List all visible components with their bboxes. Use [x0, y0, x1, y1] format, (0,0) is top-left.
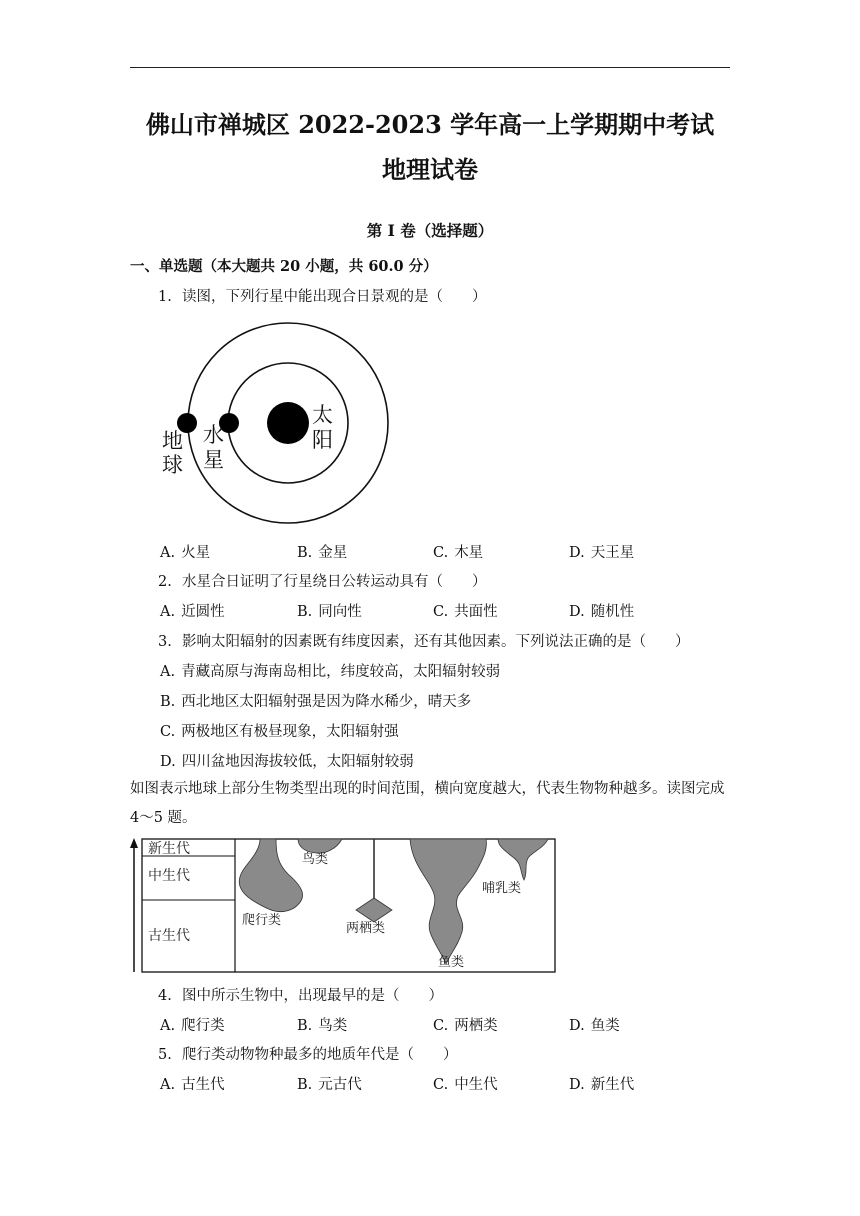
option-text: 爬行类: [181, 1018, 225, 1034]
option-text: 新生代: [590, 1077, 635, 1093]
option-text: 同向性: [318, 604, 362, 620]
option-label: D.: [569, 604, 585, 620]
mercury-label-2: 星: [203, 448, 224, 472]
option-2c[interactable]: [433, 600, 498, 621]
option-text: 鱼类: [590, 1018, 620, 1034]
question-2: [158, 570, 487, 591]
exam-subtitle: 地理试卷: [382, 155, 478, 184]
label-reptiles: 爬行类: [242, 913, 282, 928]
earth-label-1: 地: [162, 429, 183, 453]
option-label: D.: [160, 754, 176, 770]
option-label: C.: [433, 604, 449, 620]
exam-title: 佛山市禅城区 2022-2023 学年高一上学期期中考试: [145, 110, 715, 139]
option-label: A.: [160, 604, 176, 620]
label-fish: 鱼类: [438, 955, 465, 970]
question-number: 5.: [158, 1047, 172, 1063]
orbit-diagram: [150, 300, 470, 540]
label-birds: 鸟类: [302, 852, 329, 867]
option-text: 金星: [318, 545, 348, 561]
era-paleozoic: 古生代: [148, 928, 190, 944]
option-text: 两栖类: [454, 1018, 498, 1034]
section-title: 一、单选题（本大题共 20 小题，共 60.0 分）: [130, 258, 438, 275]
option-label: B.: [160, 694, 176, 710]
option-label: B.: [297, 545, 313, 561]
option-text: 天王星: [590, 545, 635, 561]
option-4d[interactable]: [569, 1014, 620, 1035]
option-label: C.: [160, 724, 176, 740]
option-label: B.: [297, 1018, 313, 1034]
sun-icon: [267, 402, 309, 444]
passage-text: 如图表示地球上部分生物类型出现的时间范围，横向宽度越大，代表生物物种越多。读图完成 4～5 题。: [130, 781, 725, 826]
option-text: 两极地区有极昼现象，太阳辐射强: [181, 724, 399, 740]
label-mammals: 哺乳类: [482, 881, 522, 896]
option-label: C.: [433, 1018, 449, 1034]
question-text: 读图，下列行星中能出现合日景观的是（ ）: [182, 289, 487, 305]
era-cenozoic: 新生代: [148, 841, 190, 857]
option-2b[interactable]: [297, 600, 362, 621]
option-5c[interactable]: [433, 1073, 498, 1094]
option-label: B.: [297, 604, 313, 620]
option-label: A.: [160, 545, 176, 561]
option-text: 四川盆地因海拔较低，太阳辐射较弱: [181, 754, 414, 770]
option-1a[interactable]: [160, 541, 210, 562]
mammal-shape: [498, 839, 548, 880]
option-2a[interactable]: [160, 600, 225, 621]
option-3a[interactable]: [160, 660, 500, 681]
question-3: [158, 630, 690, 651]
option-3c[interactable]: [160, 720, 399, 741]
option-1d[interactable]: [569, 541, 634, 562]
mercury-label-1: 水: [203, 423, 224, 447]
option-text: 青藏高原与海南岛相比，纬度较高，太阳辐射较弱: [181, 664, 501, 680]
question-text: 水星合日证明了行星绕日公转运动具有（ ）: [182, 574, 487, 590]
option-label: D.: [569, 545, 585, 561]
option-text: 共面性: [454, 604, 498, 620]
option-label: D.: [569, 1077, 585, 1093]
option-5a[interactable]: [160, 1073, 225, 1094]
option-label: C.: [433, 545, 449, 561]
part-title: 第 I 卷（选择题）: [366, 221, 494, 240]
evolution-diagram: [128, 836, 558, 976]
header-rule: [130, 67, 730, 68]
option-1c[interactable]: [433, 541, 483, 562]
option-text: 随机性: [590, 604, 635, 620]
option-3d[interactable]: [160, 750, 414, 771]
option-4c[interactable]: [433, 1014, 498, 1035]
reptile-shape: [239, 839, 302, 912]
fish-shape: [410, 839, 486, 964]
option-label: A.: [160, 1077, 176, 1093]
question-number: 1.: [158, 289, 172, 305]
question-text: 爬行类动物物种最多的地质年代是（ ）: [182, 1047, 458, 1063]
earth-label-2: 球: [162, 453, 183, 477]
option-3b[interactable]: [160, 690, 471, 711]
option-label: B.: [297, 1077, 313, 1093]
option-label: D.: [569, 1018, 585, 1034]
option-label: C.: [433, 1077, 449, 1093]
option-text: 木星: [454, 545, 484, 561]
era-mesozoic: 中生代: [148, 868, 190, 884]
option-text: 古生代: [181, 1077, 225, 1093]
option-text: 鸟类: [318, 1018, 348, 1034]
option-5d[interactable]: [569, 1073, 634, 1094]
sun-label-2: 阳: [312, 428, 333, 452]
option-4b[interactable]: [297, 1014, 347, 1035]
arrow-up-icon: [130, 838, 138, 848]
question-text: 图中所示生物中，出现最早的是（ ）: [182, 988, 443, 1004]
label-amphibians: 两栖类: [346, 921, 386, 936]
sun-label-1: 太: [312, 403, 333, 427]
option-text: 近圆性: [181, 604, 225, 620]
option-text: 西北地区太阳辐射强是因为降水稀少，晴天多: [181, 694, 472, 710]
option-text: 元古代: [318, 1077, 362, 1093]
option-text: 中生代: [454, 1077, 498, 1093]
option-1b[interactable]: [297, 541, 347, 562]
question-number: 4.: [158, 988, 172, 1004]
amphibian-shape: [356, 898, 392, 922]
option-4a[interactable]: [160, 1014, 225, 1035]
question-5: [158, 1043, 458, 1064]
option-5b[interactable]: [297, 1073, 362, 1094]
question-number: 2.: [158, 574, 172, 590]
question-4: [158, 984, 443, 1005]
option-label: A.: [160, 664, 176, 680]
option-text: 火星: [181, 545, 211, 561]
question-text: 影响太阳辐射的因素既有纬度因素，还有其他因素。下列说法正确的是（ ）: [182, 634, 690, 650]
option-2d[interactable]: [569, 600, 634, 621]
option-label: A.: [160, 1018, 176, 1034]
question-number: 3.: [158, 634, 172, 650]
